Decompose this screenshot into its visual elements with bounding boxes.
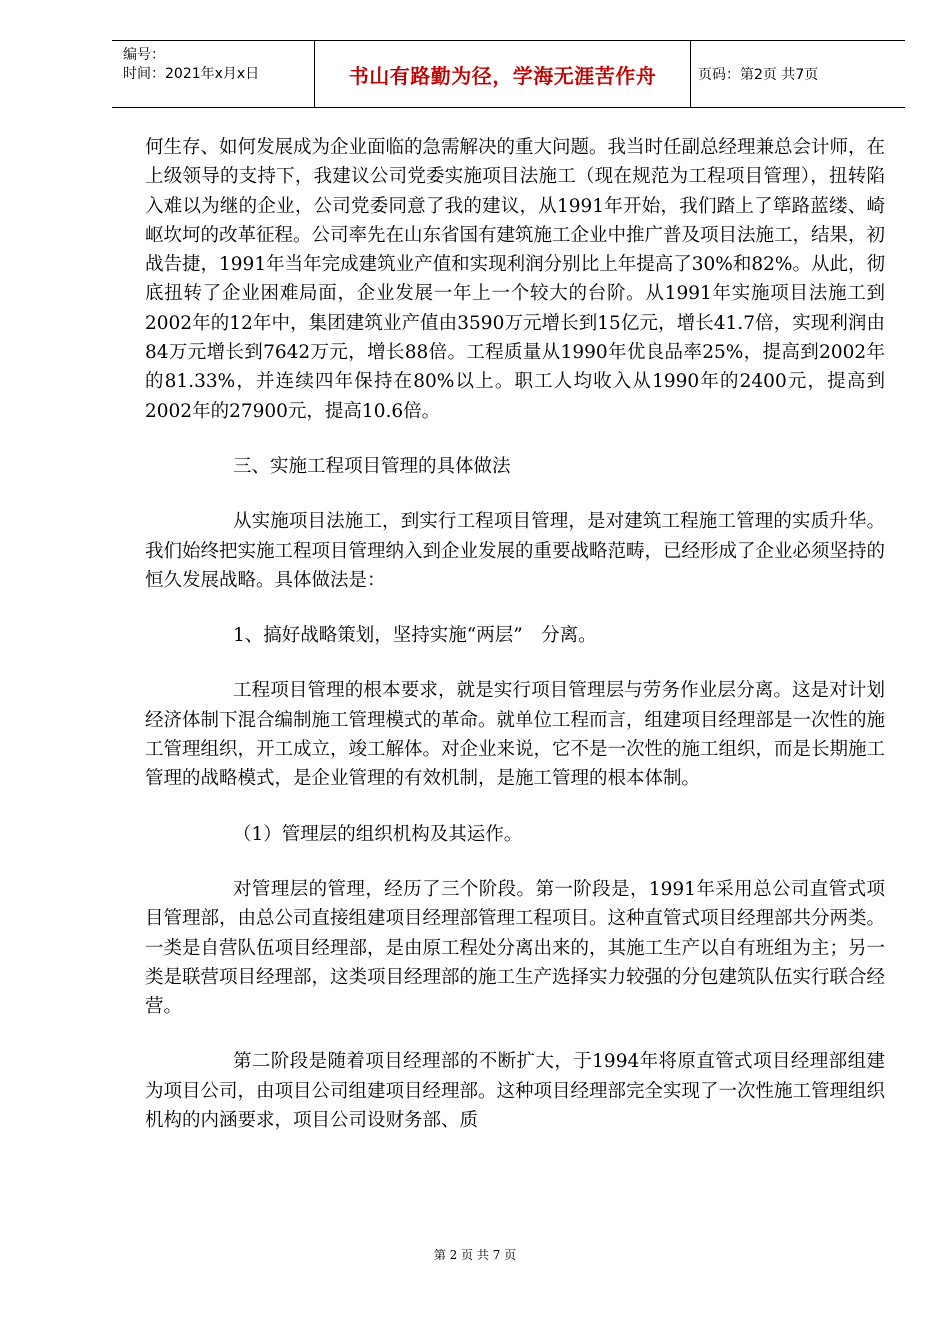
page-footer: 第 2 页 共 7 页 bbox=[433, 1248, 517, 1262]
document-number-label: 编号： bbox=[123, 47, 165, 63]
paragraph-stage-one: 对管理层的管理，经历了三个阶段。第一阶段是，1991年采用总公司直管式项目管理部，由总公司直接组建项目经理部管理工程项目。这种直管式项目经理部共分两类。一类是自营队伍项目经理部，是由原工程处分离出来的，其施工生产以自有班组为主；另一类是联营项目经理部，这类项目经理部的施工生产选择实力较强的分包建筑队伍实行联合经营。 bbox=[145, 878, 886, 1018]
header-page-info: 页码：第2页 共7页 bbox=[698, 67, 819, 83]
paragraph-intro-continued: 何生存、如何发展成为企业面临的急需解决的重大问题。我当时任副总经理兼总会计师，在上级领导的支持下，我建议公司党委实施项目法施工（现在规范为工程项目管理），扭转陷入难以为继的企业，公司党委同意了我的建议，从1991年开始，我们踏上了筚路蓝缕、崎岖坎坷的改革征程。公司率先在山东省国有建筑施工企业中推广普及项目法施工，结果，初战告捷，1991年当年完成建筑业产值和实现利润分别比上年提高了30%和82%。从此，彻底扭转了企业困难局面，企业发展一年上一个较大的台阶。从1991年实施项目法施工到2002年的12年中，集团建筑业产值由3590万元增长到15亿元，增长41.7倍，实现利润由84万元增长到7642万元，增长88倍。工程质量从1990年优良品率25%，提高到2002年的81.33%，并连续四年保持在80%以上。职工人均收入从1990年的2400元，提高到2002年的27900元，提高10.6倍。 bbox=[145, 137, 886, 422]
header-meta-cell bbox=[112, 41, 315, 107]
header-motto-cell bbox=[315, 41, 691, 107]
header-page-cell bbox=[691, 41, 905, 107]
header-motto: 书山有路勤为径，学海无涯苦作舟 bbox=[348, 63, 657, 88]
page-header bbox=[112, 40, 905, 108]
paragraph-stage-two: 第二阶段是随着项目经理部的不断扩大，于1994年将原直管式项目经理部组建为项目公司，由项目公司组建项目经理部。这种项目经理部完全实现了一次性施工管理组织机构的内涵要求，项目公司设财务部、质 bbox=[145, 1051, 886, 1132]
paragraph-two-layer-separation: 工程项目管理的根本要求，就是实行项目管理层与劳务作业层分离。这是对计划经济体制下混合编制施工管理模式的革命。就单位工程而言，组建项目经理部是一次性的施工管理组织，开工成立，竣工解体。对企业来说，它不是一次性的施工组织，而是长期施工管理的战略模式，是企业管理的有效机制，是施工管理的根本体制。 bbox=[145, 680, 886, 790]
subheading-1-1: （1）管理层的组织机构及其运作。 bbox=[233, 823, 523, 845]
section-heading-3: 三、实施工程项目管理的具体做法 bbox=[233, 455, 511, 477]
subheading-1: 1、搞好战略策划，坚持实施“两层” 分离。 bbox=[233, 625, 597, 647]
document-body bbox=[145, 133, 885, 1135]
paragraph-section-3-intro: 从实施项目法施工，到实行工程项目管理，是对建筑工程施工管理的实质升华。我们始终把实施工程项目管理纳入到企业发展的重要战略范畴，已经形成了企业必须坚持的恒久发展战略。具体做法是： bbox=[145, 511, 886, 591]
document-time-label: 时间：2021年x月x日 bbox=[123, 66, 260, 82]
